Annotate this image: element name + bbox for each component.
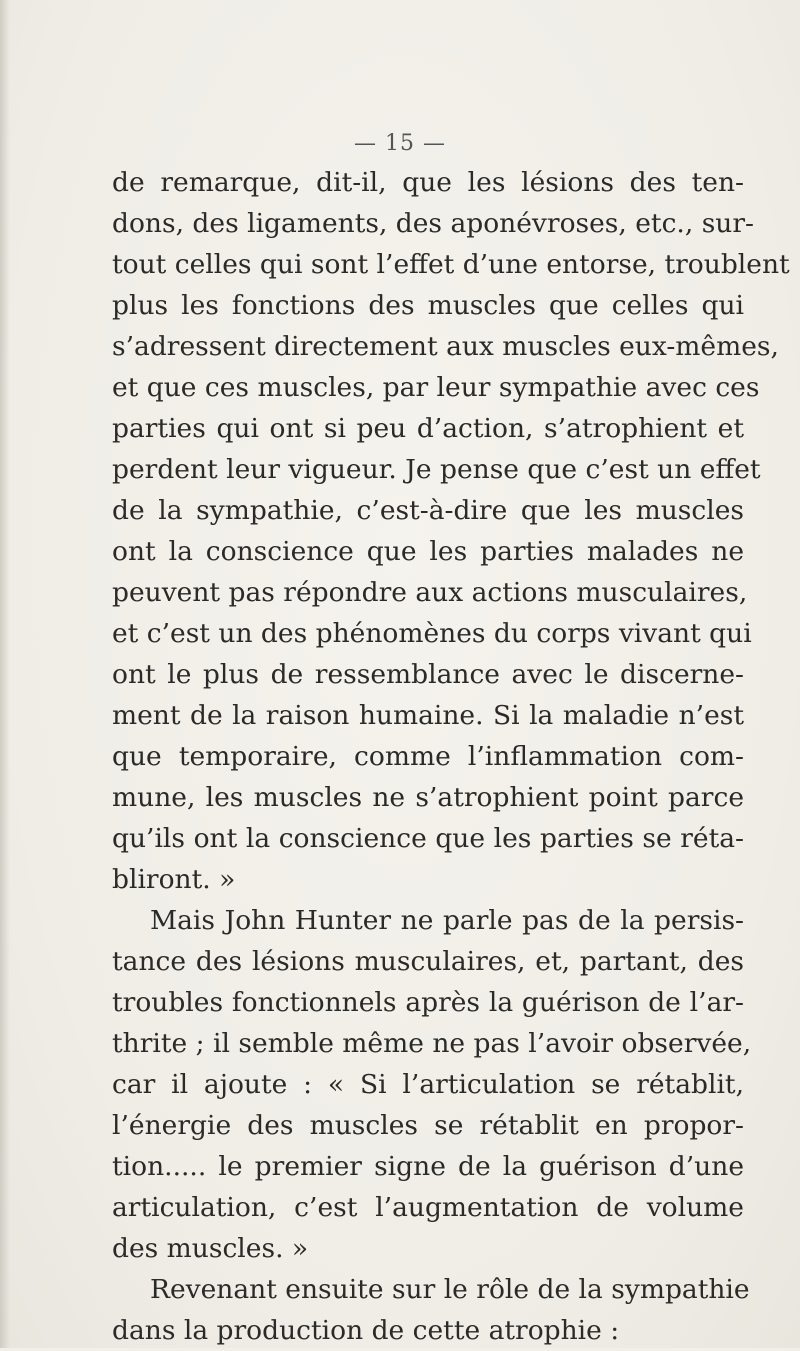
- text-line: qu’ils ont la conscience que les parties se réta-: [112, 823, 744, 854]
- body-text: [112, 162, 790, 1351]
- text-line: perdent leur vigueur. Je pense que c’est un effet: [112, 454, 761, 485]
- text-line: de remarque, dit-il, que les lésions des ten-: [112, 167, 744, 198]
- text-line: articulation, c’est l’augmentation de volume: [112, 1192, 744, 1223]
- text-line: que temporaire, comme l’inflammation com-: [112, 741, 744, 772]
- text-line: dans la production de cette atrophie :: [112, 1315, 620, 1346]
- text-line: bliront. »: [112, 864, 236, 895]
- text-line: s’adressent directement aux muscles eux-mêmes,: [112, 331, 779, 362]
- text-line: et c’est un des phénomènes du corps vivant qui: [112, 618, 752, 649]
- text-line: plus les fonctions des muscles que celles qui: [112, 290, 744, 321]
- text-line: Revenant ensuite sur le rôle de la sympathie: [150, 1274, 750, 1305]
- text-line: car il ajoute : « Si l’articulation se rétablit,: [112, 1069, 744, 1100]
- text-line: mune, les muscles ne s’atrophient point parce: [112, 782, 744, 813]
- text-line: thrite ; il semble même ne pas l’avoir observée,: [112, 1028, 752, 1059]
- page-binding-shadow: [0, 0, 10, 1348]
- text-line: et que ces muscles, par leur sympathie avec ces: [112, 372, 760, 403]
- text-line: dons, des ligaments, des aponévroses, etc., sur-: [112, 208, 754, 239]
- text-line: troubles fonctionnels après la guérison de l’ar-: [112, 987, 744, 1018]
- text-line: ment de la raison humaine. Si la maladie n’est: [112, 700, 744, 731]
- text-line: des muscles. »: [112, 1233, 309, 1264]
- text-line: ont la conscience que les parties malades ne: [112, 536, 744, 567]
- text-line: Mais John Hunter ne parle pas de la persis-: [150, 905, 744, 936]
- text-line: tout celles qui sont l’effet d’une entorse, troublent: [112, 249, 790, 280]
- text-line: ont le plus de ressemblance avec le discerne-: [112, 659, 744, 690]
- text-line: tion..... le premier signe de la guérison d’une: [112, 1151, 744, 1182]
- text-line: peuvent pas répondre aux actions musculaires,: [112, 577, 748, 608]
- text-line: l’énergie des muscles se rétablit en propor-: [112, 1110, 744, 1141]
- text-line: de la sympathie, c’est-à-dire que les muscles: [112, 495, 744, 526]
- text-line: parties qui ont si peu d’action, s’atrophient et: [112, 413, 744, 444]
- page-number: — 15 —: [354, 131, 446, 156]
- text-line: tance des lésions musculaires, et, partant, des: [112, 946, 744, 977]
